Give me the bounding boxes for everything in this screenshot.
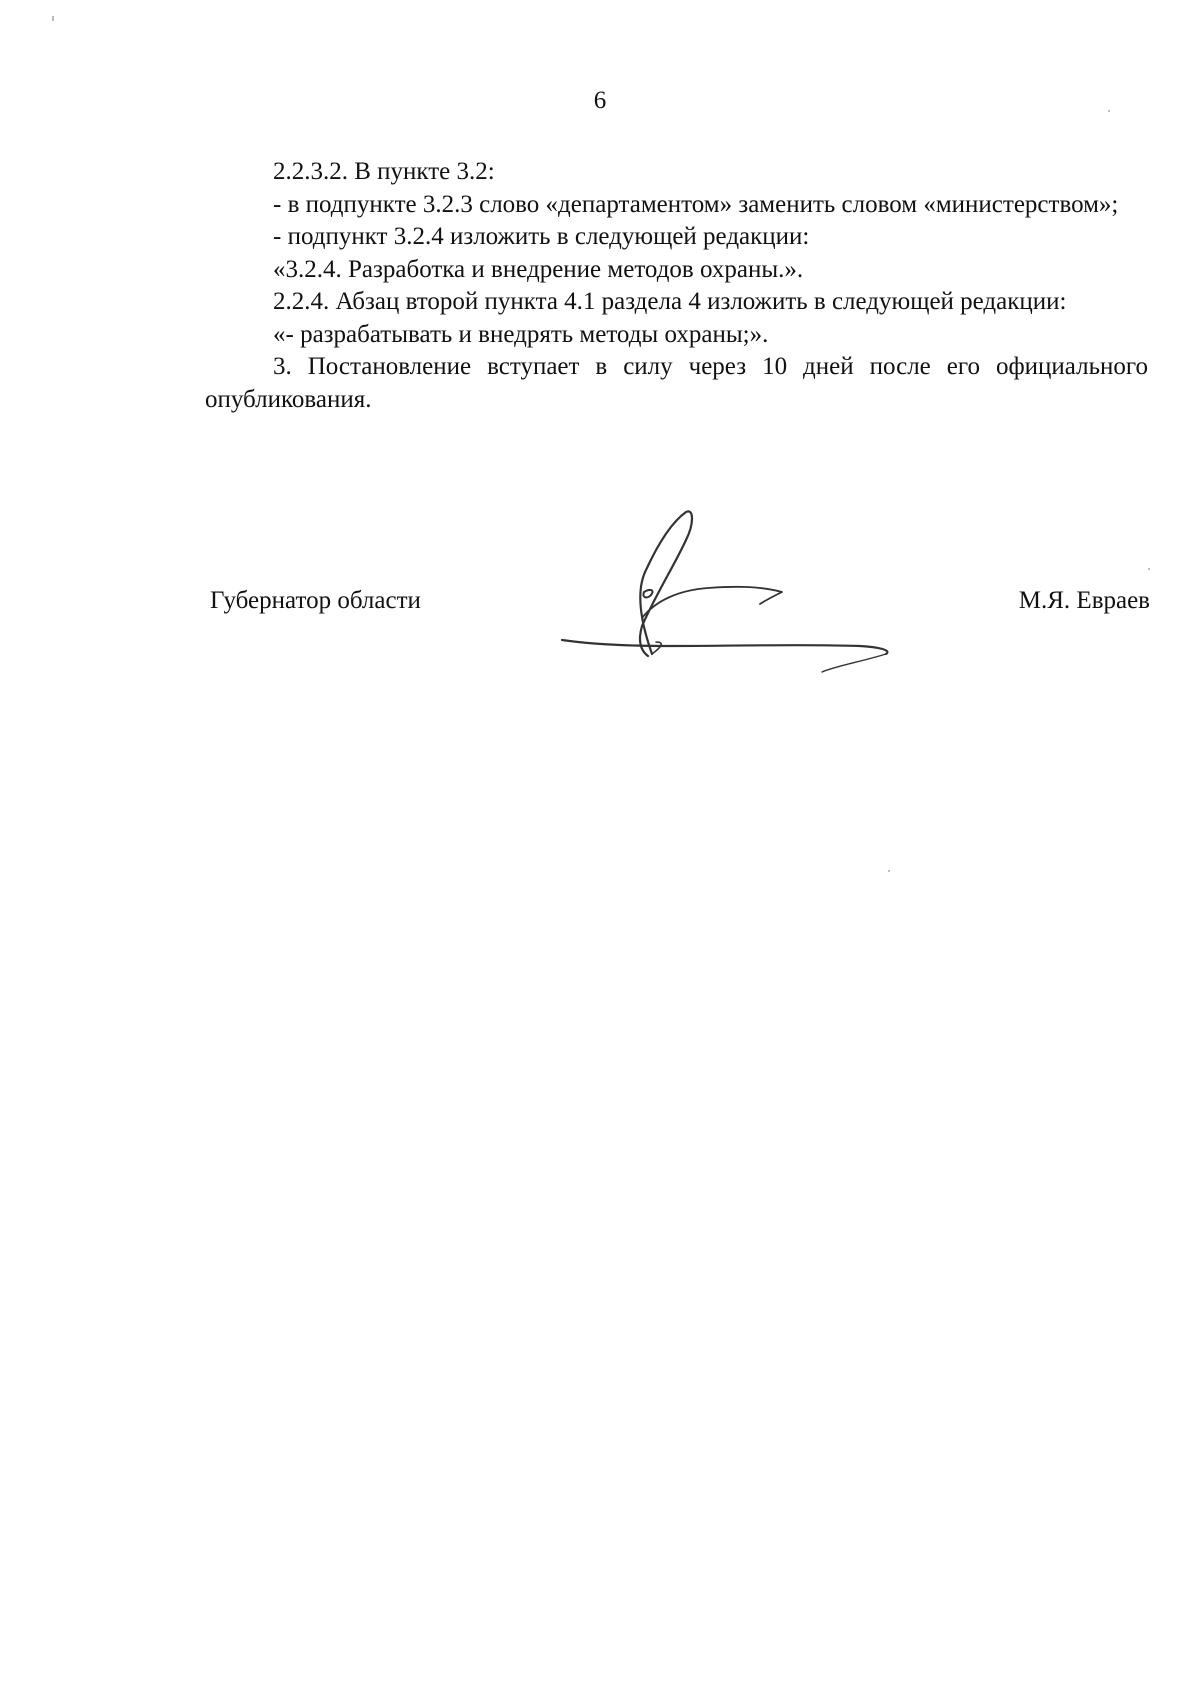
signatory-name: М.Я. Евраев <box>1018 587 1150 614</box>
paragraph: - в подпункте 3.2.3 слово «департаментом» заменить словом «министерством»; <box>273 190 1119 218</box>
signatory-position: Губернатор области <box>210 587 421 614</box>
paragraph: «3.2.4. Разработка и внедрение методов охраны.». <box>273 255 804 283</box>
paragraph: - подпункт 3.2.4 изложить в следующей редакции: <box>273 223 810 250</box>
handwritten-signature <box>560 500 940 690</box>
paragraph: 2.2.3.2. В пункте 3.2: <box>273 158 495 185</box>
paragraph: «- разрабатывать и внедрять методы охраны;». <box>273 320 769 348</box>
paragraph: 2.2.4. Абзац второй пункта 4.1 раздела 4 изложить в следующей редакции: <box>273 288 1067 315</box>
scan-artifact <box>1108 110 1110 112</box>
document-body <box>205 156 1148 416</box>
paragraph: 3. Постановление вступает в силу через 10 дней после его официального опубликования. <box>205 353 1148 413</box>
scan-artifact <box>888 870 890 872</box>
scan-artifact <box>52 16 54 21</box>
page-number: 6 <box>593 87 607 114</box>
scan-artifact <box>1148 568 1150 570</box>
